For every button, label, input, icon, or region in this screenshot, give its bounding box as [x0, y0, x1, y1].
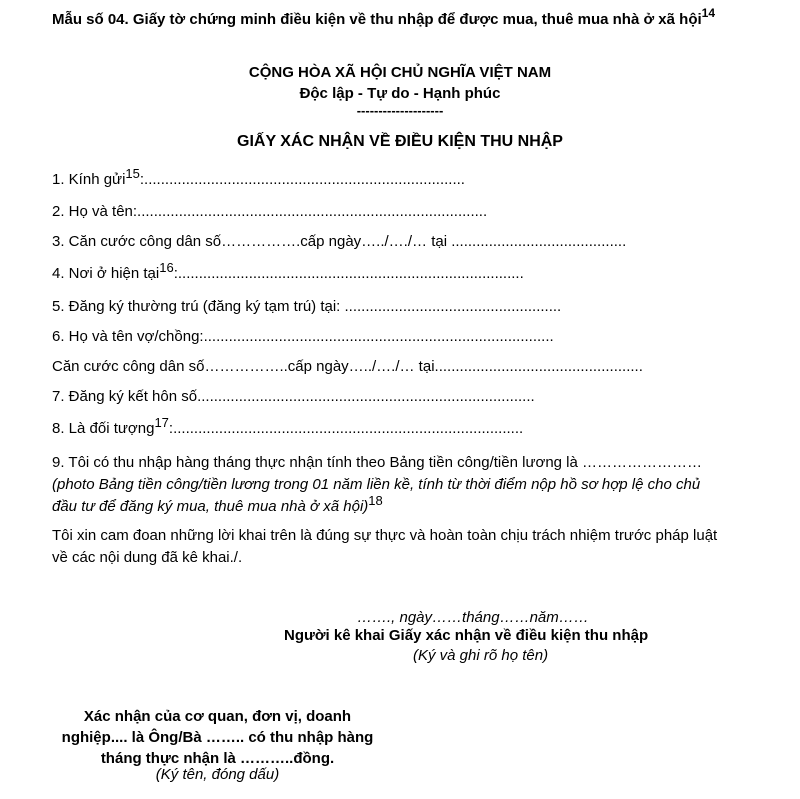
field-beneficiary-category-blank: :.................................................................................... — [168, 420, 524, 437]
field-monthly-income-instruction: (photo Bảng tiền công/tiền lương trong 01 năm liền kề, tính từ thời điểm nộp hồ sơ hợp lệ cho chủ đầu tư để đăng ký mua, thuê mua nhà ở xã hội) — [52, 476, 701, 515]
motto-heading: Độc lập - Tự do - Hạnh phúc — [299, 85, 501, 102]
field-current-residence — [52, 260, 524, 282]
footnote-ref-15: 15 — [125, 166, 140, 181]
signature-date-line: ……., ngày……tháng……năm…… — [357, 609, 589, 626]
field-beneficiary-category — [52, 415, 524, 437]
field-permanent-residence: 5. Đăng ký thường trú (đăng ký tạm trú) tại: .................................................... — [52, 298, 562, 315]
field-spouse-name: 6. Họ và tên vợ/chồng:.................................................................................... — [52, 328, 554, 345]
field-monthly-income — [52, 452, 722, 518]
field-monthly-income-text: 9. Tôi có thu nhập hàng tháng thực nhận tính theo Bảng tiền công/tiền lương là …………………… — [52, 454, 703, 471]
commitment-statement: Tôi xin cam đoan những lời khai trên là đúng sự thực và hoàn toàn chịu trách nhiệm trước pháp luật về các nội dung đã kê khai./. — [52, 527, 718, 566]
field-marriage-registration: 7. Đăng ký kết hôn số................................................................................. — [52, 388, 535, 405]
footnote-ref-18: 18 — [368, 493, 383, 508]
field-beneficiary-category-label: 8. Là đối tượng — [52, 420, 155, 437]
employer-confirmation-instruction: (Ký tên, đóng dấu) — [155, 766, 280, 783]
employer-confirmation: Xác nhận của cơ quan, đơn vị, doanh nghiệp.... là Ông/Bà …….. có thu nhập hàng tháng thực nhận là ………..đồng. — [61, 708, 374, 767]
form-title — [52, 8, 752, 32]
field-current-residence-label: 4. Nơi ở hiện tại — [52, 265, 160, 282]
field-addressee — [52, 166, 465, 188]
signature-instruction: (Ký và ghi rõ họ tên) — [413, 647, 549, 664]
field-spouse-id: Căn cước công dân số……………..cấp ngày…../…./… tại.................................................. — [52, 358, 643, 375]
footnote-ref-17: 17 — [154, 415, 169, 430]
form-title-text: Mẫu số 04. Giấy tờ chứng minh điều kiện về thu nhập để được mua, thuê mua nhà ở xã hội — [52, 11, 702, 28]
field-full-name: 2. Họ và tên:.................................................................................... — [52, 203, 488, 220]
nation-heading: CỘNG HÒA XÃ HỘI CHỦ NGHĨA VIỆT NAM — [248, 64, 552, 81]
field-current-residence-blank: :................................................................................... — [173, 265, 524, 282]
footnote-ref-16: 16 — [159, 260, 174, 275]
field-citizen-id: 3. Căn cước công dân số…………….cấp ngày…../…./… tại .......................................... — [52, 233, 627, 250]
field-addressee-label: 1. Kính gửi — [52, 171, 126, 188]
footnote-ref-14: 14 — [701, 6, 716, 20]
heading-separator: -------------------- — [356, 103, 444, 118]
field-addressee-blank: :............................................................................. — [139, 171, 465, 188]
document-title: GIẤY XÁC NHẬN VỀ ĐIỀU KIỆN THU NHẬP — [237, 133, 563, 150]
signature-role: Người kê khai Giấy xác nhận về điều kiện thu nhập — [284, 627, 649, 644]
